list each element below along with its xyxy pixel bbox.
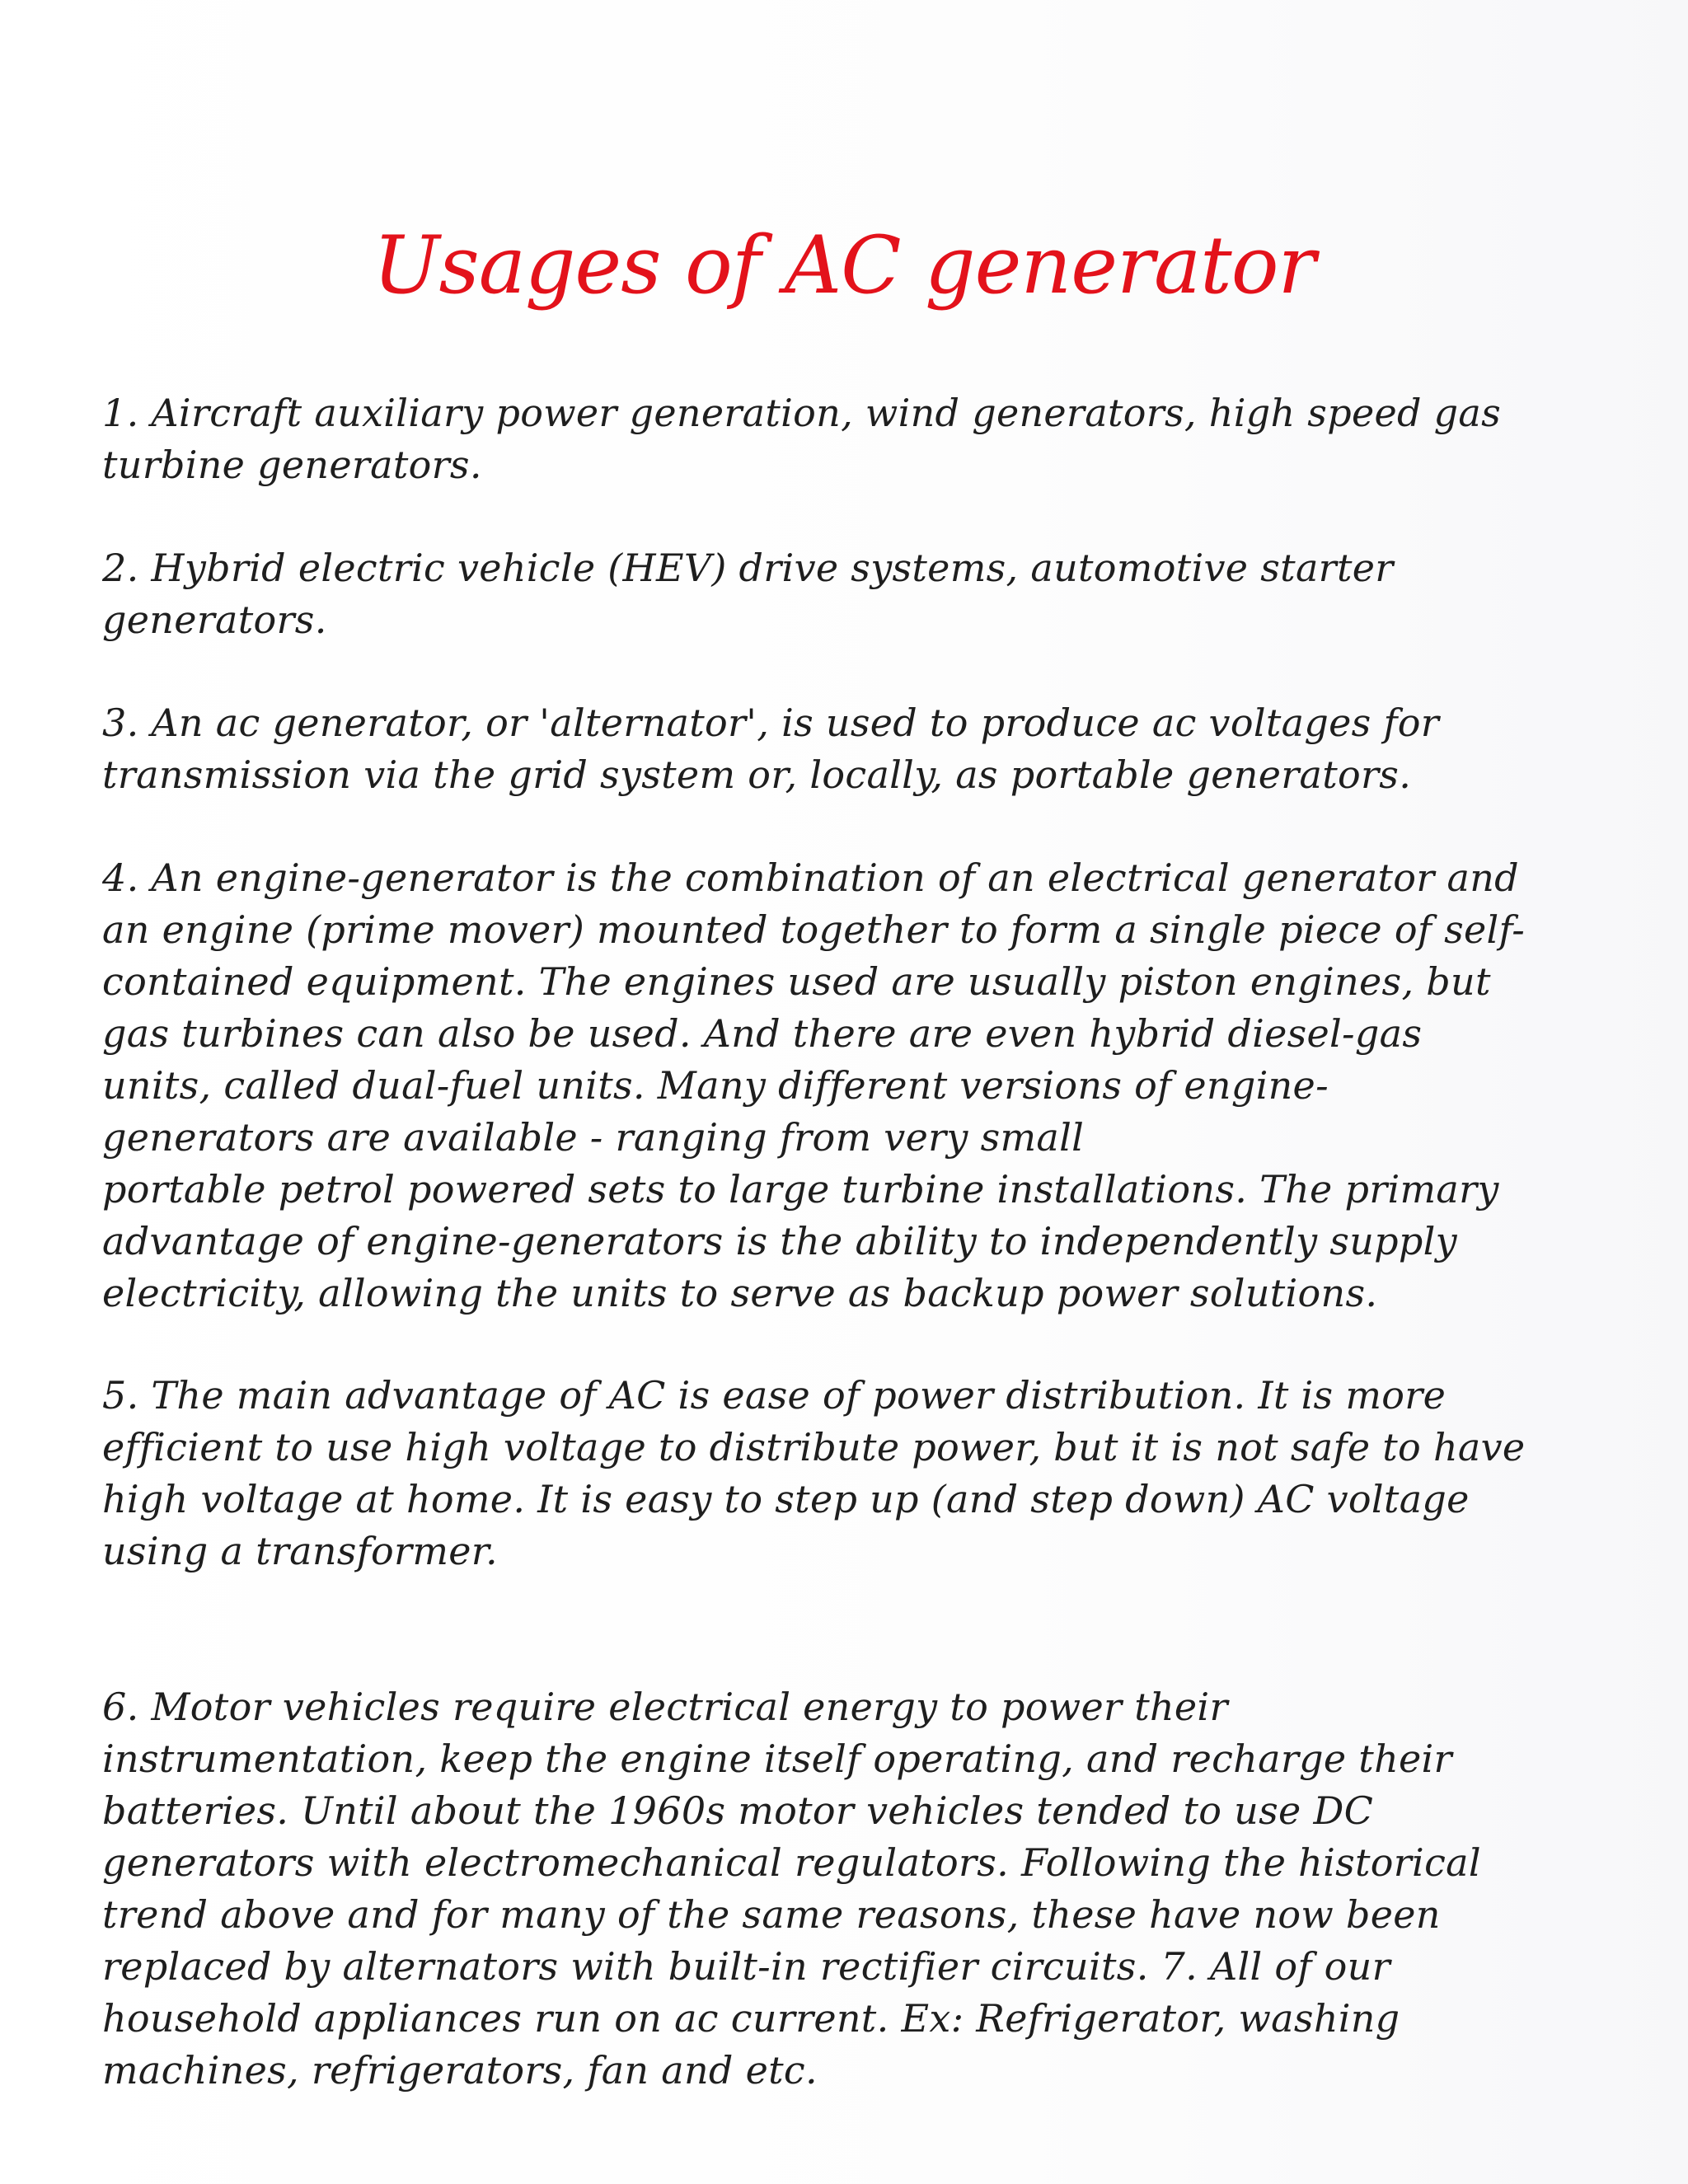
list-item-3: 3. An ac generator, or 'alternator', is used to produce ac voltages for transmission via the grid system or, locally, as portable generators.	[102, 701, 1440, 797]
list-item-6: 6. Motor vehicles require electrical energy to power their instrumentation, keep the engine itself operating, and recharge their batteries. Until about the 1960s motor vehicles tended to use DC generators with electromechanical regulators. Following the historical trend above and for many of the same reasons, these have now been replaced by alternators with built-in rectifier circuits. 7. All of our household appliances run on ac current. Ex: Refrigerator, washing machines, refrigerators, fan and etc.	[102, 1685, 1481, 2093]
list-item-4: 4. An engine-generator is the combination of an electrical generator and an engine (prime mover) mounted together to form a single piece of self- contained equipment. The engines used are usually piston engines, but gas turbines can also be used. And there are even hybrid diesel-gas units, called dual-fuel units. Many different versions of engine- generators are available - ranging from very small portable petrol powered sets to large turbine installations. The primary advantage of engine-generators is the ability to independently supply electricity, allowing the units to serve as backup power solutions.	[102, 855, 1526, 1315]
page-title: Usages of AC generator	[373, 219, 1315, 312]
list-item-5: 5. The main advantage of AC is ease of power distribution. It is more efficient to use high voltage to distribute power, but it is not safe to have high voltage at home. It is easy to step up (and step down) AC voltage using a transformer.	[102, 1373, 1526, 1573]
list-item-2: 2. Hybrid electric vehicle (HEV) drive systems, automotive starter generators.	[102, 546, 1394, 642]
list-item-1: 1. Aircraft auxiliary power generation, wind generators, high speed gas turbine generators.	[102, 391, 1502, 487]
